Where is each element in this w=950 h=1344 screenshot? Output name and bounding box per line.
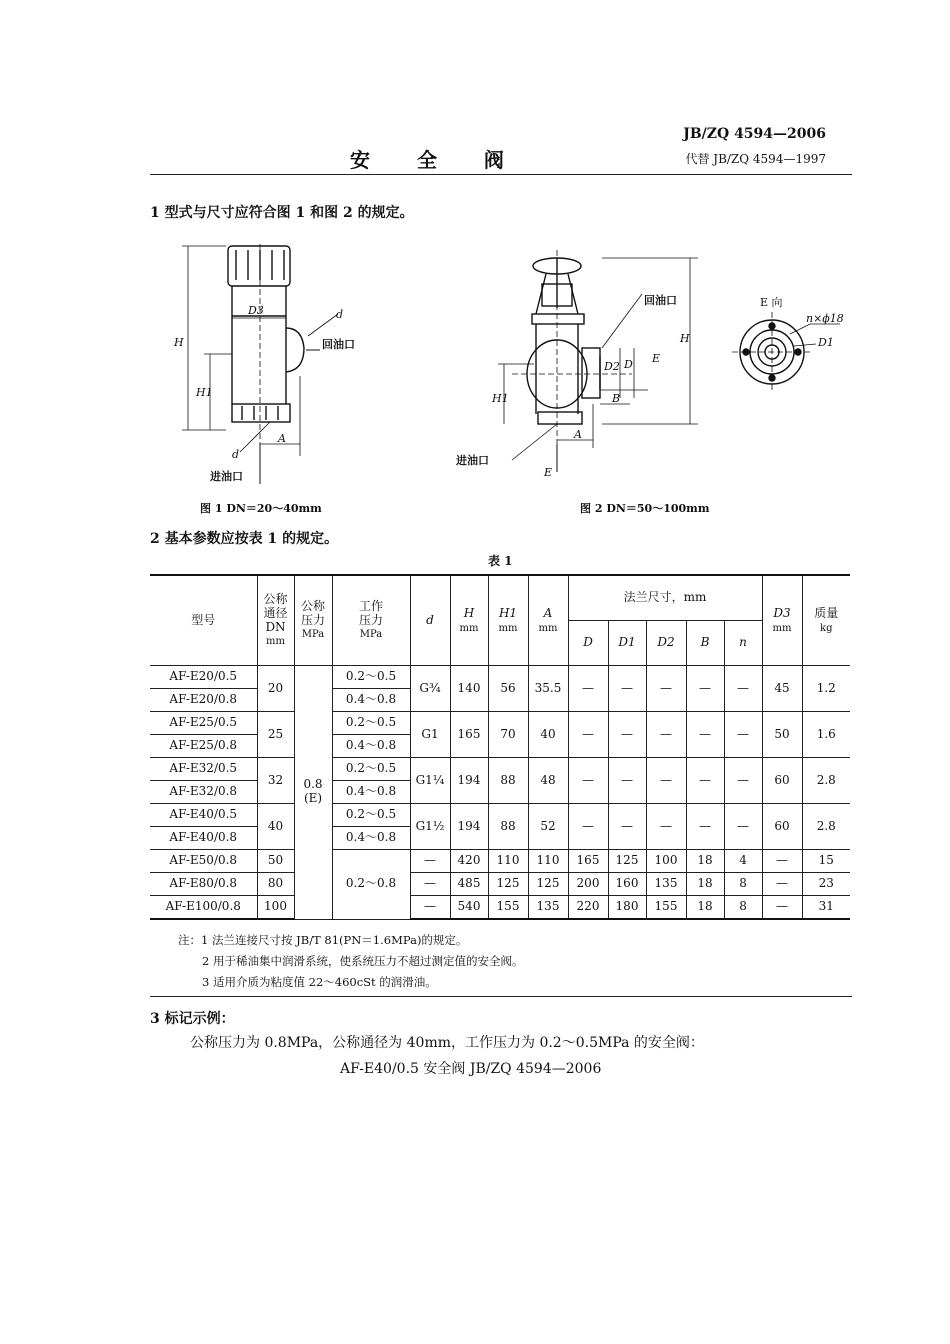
fig2-label-h: H [680, 332, 690, 345]
wp-merged-cell: 0.2～0.8 [332, 850, 410, 920]
col-flange-b: B [686, 621, 724, 666]
col-wp: 工作 压力 MPa [332, 575, 410, 666]
section-2-text: 2 基本参数应按表 1 的规定。 [150, 531, 339, 547]
fig2-label-d: D [624, 358, 633, 371]
section-1-text: 1 型式与尺寸应符合图 1 和图 2 的规定。 [150, 205, 414, 221]
col-h1: H1 mm [488, 575, 528, 666]
note-2: 2 用于稀油集中润滑系统，使系统压力不超过测定值的安全阀。 [202, 954, 524, 968]
fig2-label-b: B [612, 392, 621, 405]
table-row: AF-E32/0.5 32 0.2～0.5 G1¼ 194 88 48 — — — — — 60 2.8 [150, 758, 850, 781]
table-row: AF-E20/0.5 20 0.8 (E) 0.2～0.5 G¾ 140 56 35.5 — — — — — 45 1.2 [150, 666, 850, 689]
header-divider [150, 174, 852, 175]
fig1-label-d3: D3 [248, 304, 264, 317]
fig2-label-e-side: E [652, 352, 661, 365]
fig2-label-e-bottom: E [544, 466, 553, 479]
fig1-inlet-port: 进油口 [210, 470, 243, 483]
table-row: AF-E40/0.8 0.4～0.8 [150, 827, 850, 850]
fig2-label-a: A [574, 428, 582, 441]
table-row: AF-E50/0.8 50 0.2～0.8 — 420 110 110 165 125 100 18 4 — 15 [150, 850, 850, 873]
col-d3: D3 mm [762, 575, 802, 666]
fig1-label-h: H [174, 336, 184, 349]
parameter-table [150, 574, 850, 920]
table-caption: 表 1 [488, 554, 513, 568]
col-mass: 质量 kg [802, 575, 850, 666]
table-row: AF-E80/0.8 80 — 485 125 125 200 160 135 18 8 — 23 [150, 873, 850, 896]
pn-merged-cell: 0.8 (E) [294, 666, 332, 920]
col-dn: 公称 通径 DN mm [257, 575, 294, 666]
fig2-inlet-port: 进油口 [456, 454, 489, 467]
fig1-label-h1: H1 [196, 386, 213, 399]
figure-1-caption: 图 1 DN＝20～40mm [200, 502, 322, 515]
col-h: H mm [450, 575, 488, 666]
col-pn: 公称 压力 MPa [294, 575, 332, 666]
col-flange-group: 法兰尺寸，mm [568, 575, 762, 621]
col-flange-d2: D2 [646, 621, 686, 666]
page-title: 安 全 阀 [350, 148, 524, 172]
fig1-label-d-bottom: d [232, 448, 240, 461]
note-1: 注：1 法兰连接尺寸按 JB/T 81(PN＝1.6MPa)的规定。 [178, 933, 468, 947]
col-flange-d: D [568, 621, 608, 666]
example-description: 公称压力为 0.8MPa，公称通径为 40mm，工作压力为 0.2～0.5MPa 的安全阀： [190, 1035, 704, 1051]
table-row: AF-E25/0.8 0.4～0.8 [150, 735, 850, 758]
col-flange-n: n [724, 621, 762, 666]
fig1-return-port: 回油口 [322, 338, 355, 351]
table-row: AF-E32/0.8 0.4～0.8 [150, 781, 850, 804]
standard-code: JB/ZQ 4594—2006 [683, 126, 826, 142]
example-marking: AF-E40/0.5 安全阀 JB/ZQ 4594—2006 [340, 1061, 602, 1077]
figure-2-caption: 图 2 DN＝50～100mm [580, 502, 710, 515]
col-d: d [410, 575, 450, 666]
note-3: 3 适用介质为粘度值 22～460cSt 的润滑油。 [202, 975, 437, 989]
replaces-standard: 代替 JB/ZQ 4594—1997 [685, 152, 826, 166]
fig-e-view-label: E 向 [760, 296, 783, 309]
notes-divider [150, 996, 852, 997]
table-notes [178, 930, 523, 993]
fig1-label-d-top: d [336, 308, 344, 321]
fig1-label-a: A [278, 432, 286, 445]
table-row: AF-E25/0.5 25 0.2～0.5 G1 165 70 40 — — — — — 50 1.6 [150, 712, 850, 735]
col-a: A mm [528, 575, 568, 666]
table-row: AF-E20/0.8 0.4～0.8 [150, 689, 850, 712]
col-model: 型号 [150, 575, 257, 666]
figure-e-view [730, 290, 850, 400]
fig-e-bolts-label: n×ϕ18 [806, 312, 844, 325]
figure-2-drawing [452, 244, 712, 484]
fig2-label-h1: H1 [492, 392, 509, 405]
col-flange-d1: D1 [608, 621, 646, 666]
fig-e-d1-label: D1 [818, 336, 834, 349]
section-3-text: 3 标记示例： [150, 1011, 235, 1027]
fig2-label-d2: D2 [604, 360, 620, 373]
fig2-return-port: 回油口 [644, 294, 677, 307]
figure-1-drawing [160, 236, 380, 496]
table-row: AF-E40/0.5 40 0.2～0.5 G1½ 194 88 52 — — — — — 60 2.8 [150, 804, 850, 827]
table-row: AF-E100/0.8 100 — 540 155 135 220 180 155 18 8 — 31 [150, 896, 850, 920]
